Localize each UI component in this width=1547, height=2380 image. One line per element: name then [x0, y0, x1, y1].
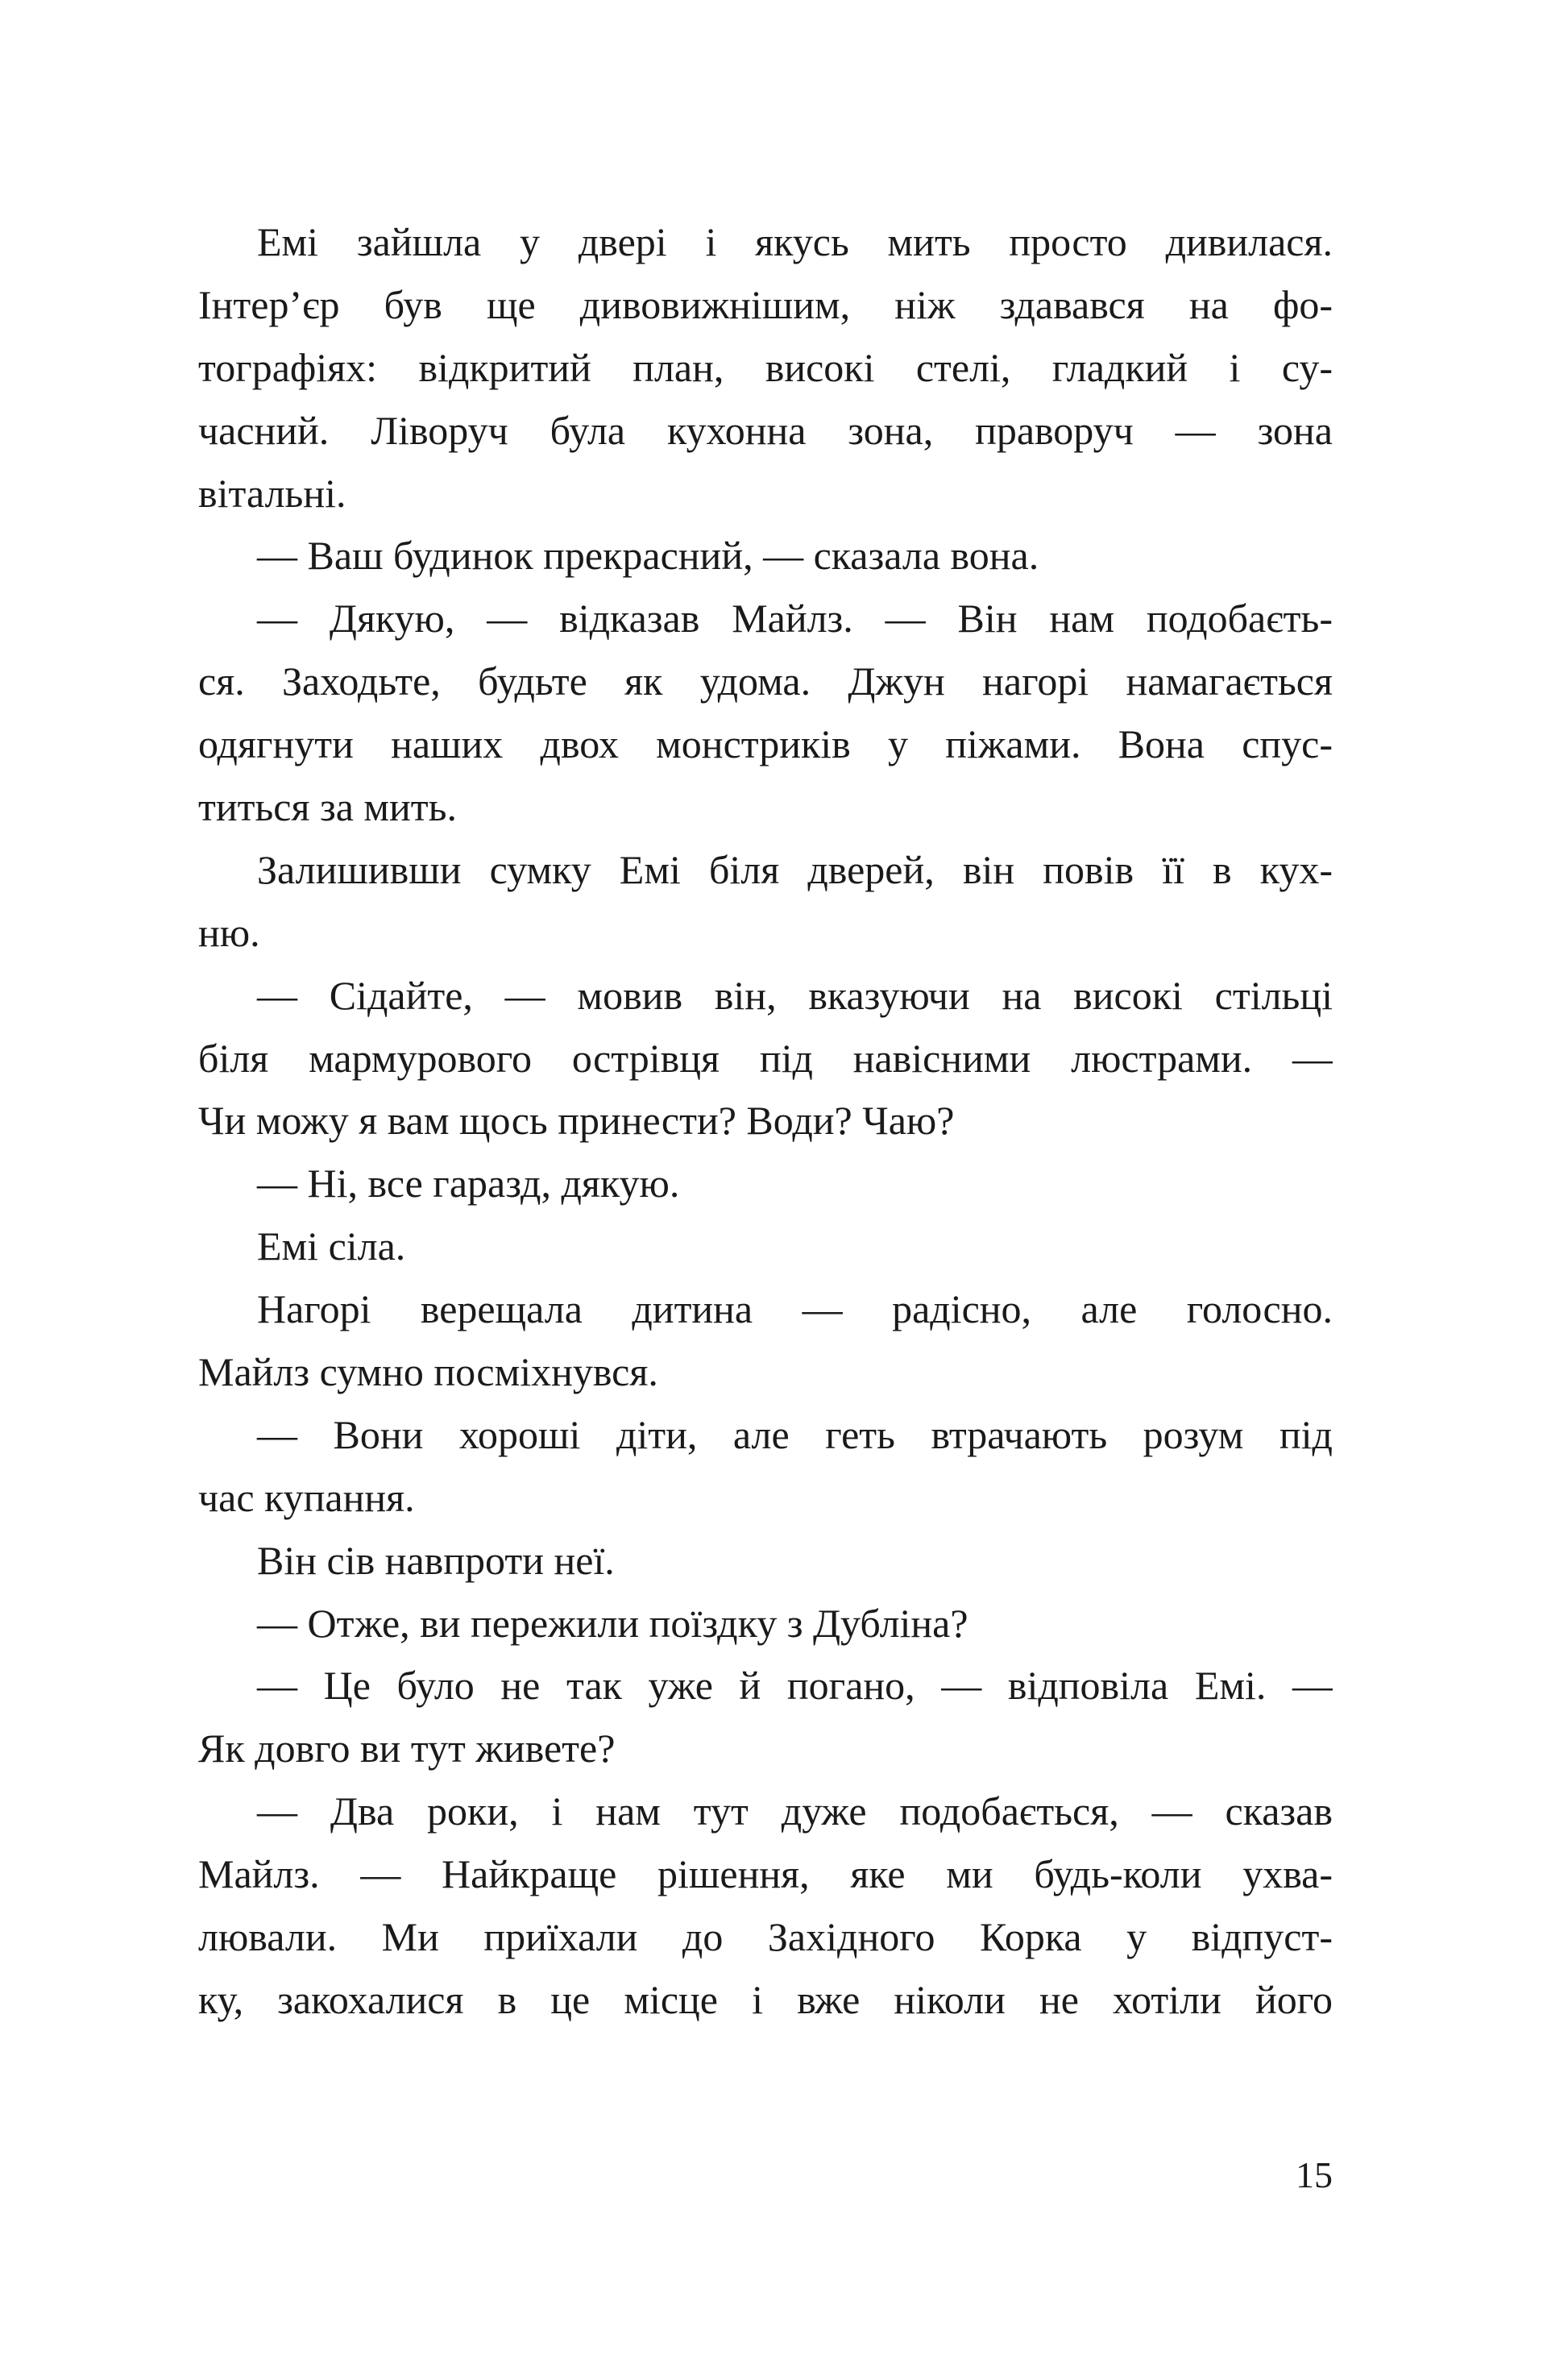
text-line: титься за мить.	[198, 784, 457, 830]
text-line: — Отже, ви пережили поїздку з Дубліна?	[257, 1600, 968, 1646]
paragraph	[198, 1278, 1333, 1404]
text-line: Емі сіла.	[257, 1223, 406, 1269]
text-line: Чи можу я вам щось принести? Води? Чаю?	[198, 1098, 955, 1144]
text-line: часний. Ліворуч була кухонна зона, праворуч — зона	[198, 407, 1333, 453]
text-line: Майлз. — Найкраще рішення, яке ми будь-коли ухва-	[198, 1851, 1333, 1897]
text-line: Інтер’єр був ще дивовижнішим, ніж здавався на фо-	[198, 281, 1333, 327]
text-line: ку, закохалися в це місце і вже ніколи не хотіли його	[198, 1976, 1333, 2022]
book-page-text	[198, 211, 1333, 2032]
paragraph	[198, 1153, 1333, 1215]
text-line: лювали. Ми приїхали до Західного Корка у відпуст-	[198, 1914, 1333, 1960]
paragraph	[198, 1780, 1333, 2032]
text-line: тографіях: відкритий план, високі стелі, гладкий і су-	[198, 344, 1333, 390]
text-line: — Вони хороші діти, але геть втрачають розум під	[257, 1411, 1333, 1457]
text-line: ся. Заходьте, будьте як удома. Джун нагорі намагається	[198, 658, 1333, 704]
text-line: Як довго ви тут живете?	[198, 1726, 616, 1772]
text-line: Майлз сумно посміхнувся.	[198, 1349, 658, 1395]
text-line: ню.	[198, 909, 260, 955]
text-line: — Це було не так уже й погано, — відповіла Емі. —	[257, 1663, 1333, 1709]
paragraph	[198, 1530, 1333, 1593]
text-line: — Сідайте, — мовив він, вказуючи на високі стільці	[257, 972, 1333, 1018]
paragraph	[198, 839, 1333, 965]
paragraph	[198, 525, 1333, 588]
text-line: Емі зайшла у двері і якусь мить просто дивилася.	[257, 219, 1333, 264]
text-line: вітальні.	[198, 470, 346, 516]
page-number: 15	[1296, 2154, 1333, 2195]
paragraph	[198, 1655, 1333, 1780]
text-line: — Ваш будинок прекрасний, — сказала вона.	[257, 533, 1039, 579]
text-line: — Ні, все гаразд, дякую.	[257, 1161, 680, 1207]
paragraph	[198, 1215, 1333, 1278]
text-line: час купання.	[198, 1474, 415, 1520]
paragraph	[198, 1404, 1333, 1530]
paragraph	[198, 588, 1333, 839]
text-line: Залишивши сумку Емі біля дверей, він повів її в кух-	[257, 846, 1333, 892]
text-line: Нагорі верещала дитина — радісно, але голосно.	[257, 1286, 1333, 1332]
text-line: Він сів навпроти неї.	[257, 1537, 615, 1583]
paragraph	[198, 211, 1333, 525]
paragraph	[198, 1593, 1333, 1655]
text-line: — Дякую, — відказав Майлз. — Він нам подобаєть-	[257, 596, 1333, 642]
text-line: біля мармурового острівця під навісними люстрами. —	[198, 1035, 1333, 1081]
text-line: одягнути наших двох монстриків у піжами. Вона спус-	[198, 721, 1333, 767]
paragraph	[198, 965, 1333, 1153]
text-line: — Два роки, і нам тут дуже подобається, — сказав	[257, 1788, 1333, 1834]
